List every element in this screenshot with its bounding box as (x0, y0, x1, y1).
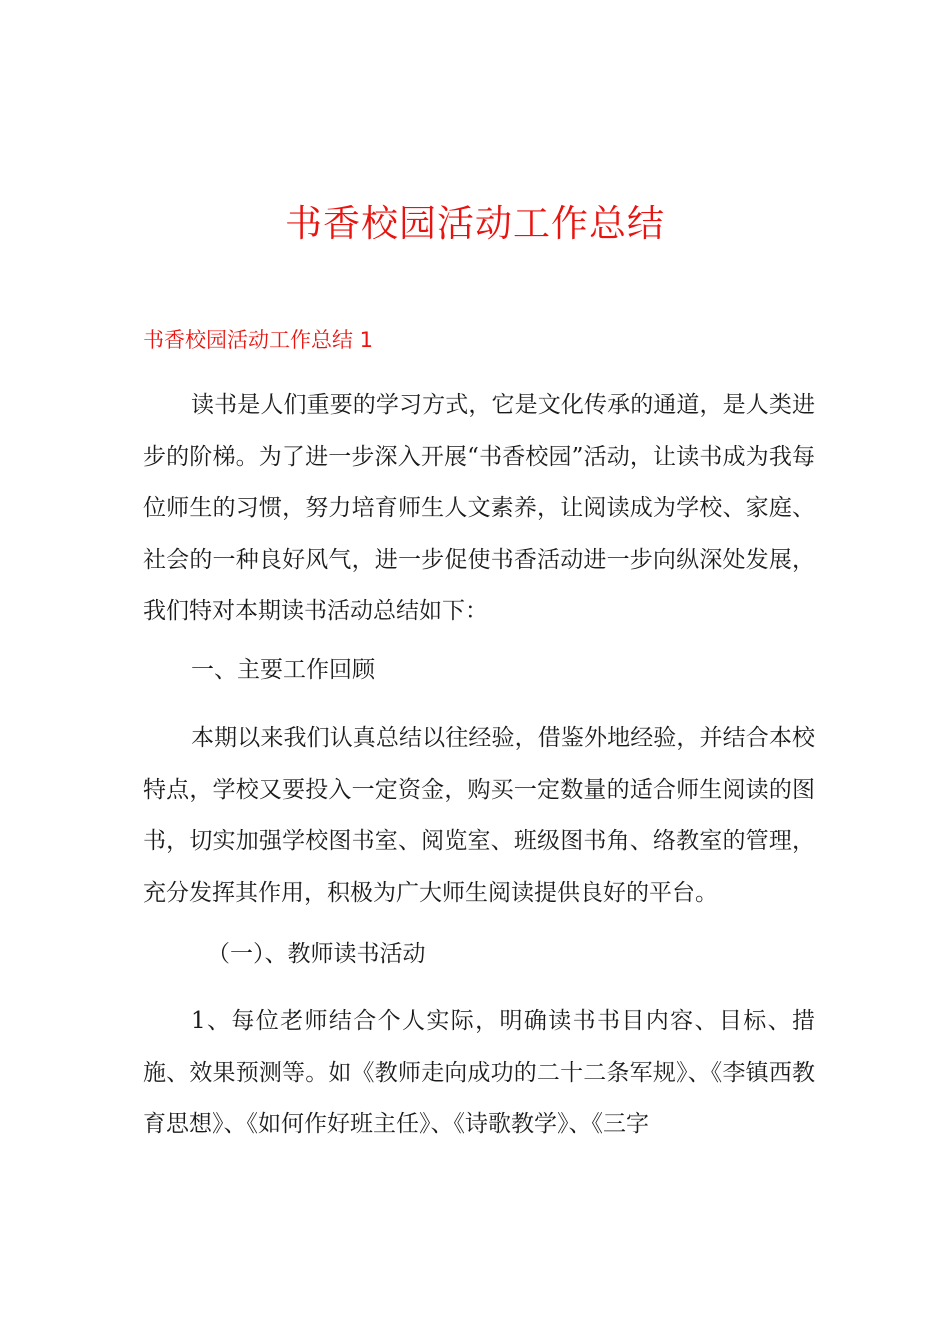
subheading-teacher-reading: （一）、教师读书活动 (207, 941, 426, 967)
document-title: 书香校园活动工作总结 (285, 202, 665, 245)
subheading-main-work-review: 一、主要工作回顾 (191, 657, 375, 683)
paragraph-work-review: 本期以来我们认真总结以往经验，借鉴外地经验，并结合本校特点，学校又要投入一定资金，购买一定数量的适合师生阅读的图书，切实加强学校图书室、阅览室、班级图书角、络教室的管理，充分发挥其作用，积极为广大师生阅读提供良好的平台。 (143, 725, 815, 906)
paragraph-intro: 读书是人们重要的学习方式，它是文化传承的通道，是人类进步的阶梯。为了进一步深入开展“书香校园”活动，让读书成为我每位师生的习惯，努力培育师生人文素养，让阅读成为学校、家庭、社会的一种良好风气，进一步促使书香活动进一步向纵深处发展，我们特对本期读书活动总结如下： (143, 392, 815, 624)
section-heading: 书香校园活动工作总结 1 (143, 328, 374, 352)
paragraph-teacher-reading: 1、每位老师结合个人实际，明确读书书目内容、目标、措施、效果预测等。如《教师走向成功的二十二条军规》、《李镇西教育思想》、《如何作好班主任》、《诗歌教学》、《三字 (143, 1008, 815, 1137)
